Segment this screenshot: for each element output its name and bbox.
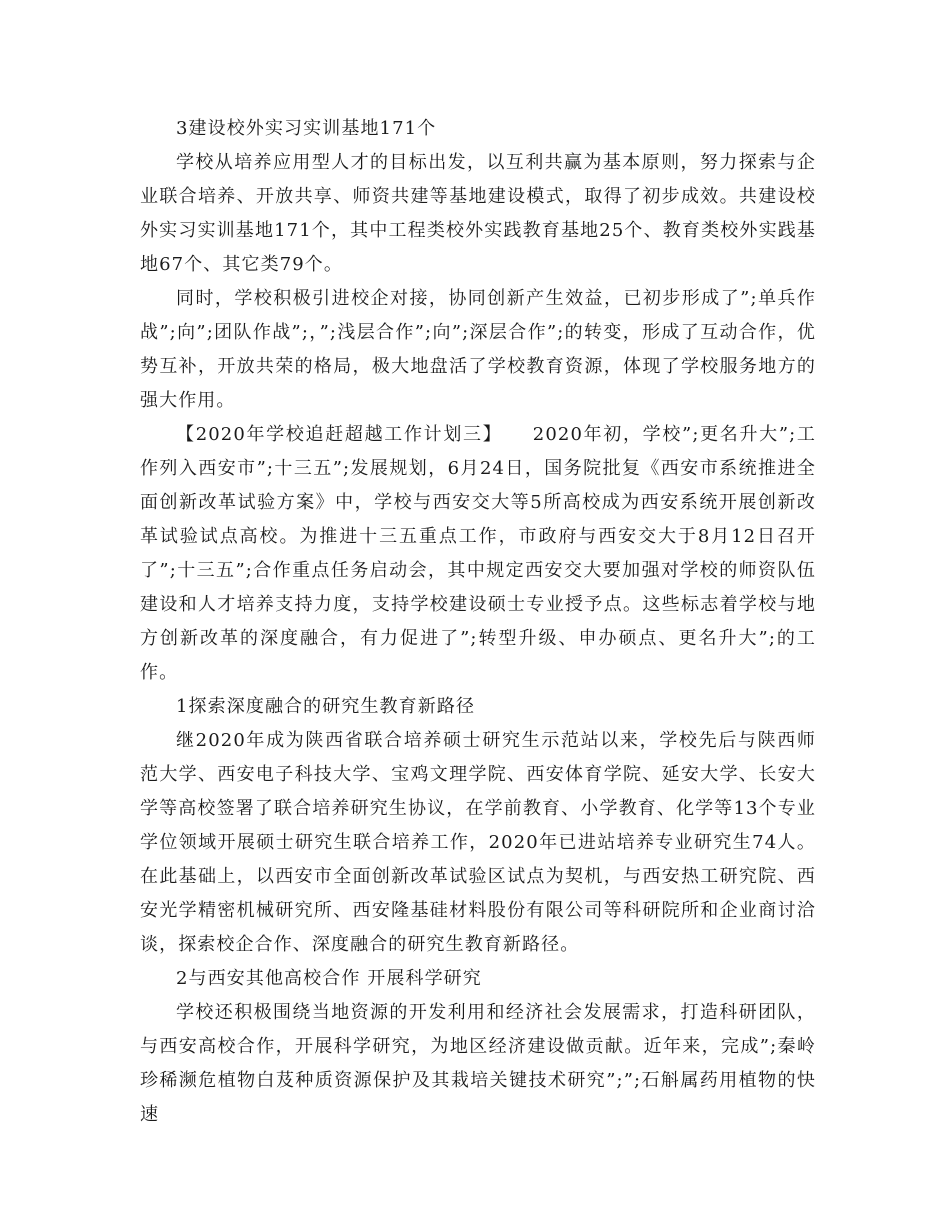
document-body xyxy=(140,112,816,1132)
paragraph-research: 学校还积极围绕当地资源的开发利用和经济社会发展需求，打造科研团队，与西安高校合作，开展科学研究，为地区经济建设做贡献。近年来，完成”;秦岭珍稀濒危植物白芨种质资源保护及其栽培关键技术研究”;”;石斛属药用植物的快速 xyxy=(140,1002,816,1125)
heading-research-cooperation: 2与西安其他高校合作 开展科学研究 xyxy=(176,968,482,989)
paragraph-base-construction: 学校从培养应用型人才的目标出发，以互利共赢为基本原则，努力探索与企业联合培养、开放共享、师资共建等基地建设模式，取得了初步成效。共建设校外实习实训基地171个，其中工程类校外实践教育基地25个、教育类校外实践基地67个、其它类79个。 xyxy=(140,152,816,275)
heading-graduate-education: 1探索深度融合的研究生教育新路径 xyxy=(176,696,476,717)
paragraph-school-enterprise: 同时，学校积极引进校企对接，协同创新产生效益，已初步形成了”;单兵作战”;向”;团队作战”;，”;浅层合作”;向”;深层合作”;的转变，形成了互动合作，优势互补，开放共荣的格局，极大地盘活了学校教育资源，体现了学校服务地方的强大作用。 xyxy=(140,288,816,411)
paragraph-joint-training: 继2020年成为陕西省联合培养硕士研究生示范站以来，学校先后与陕西师范大学、西安电子科技大学、宝鸡文理学院、西安体育学院、延安大学、长安大学等高校签署了联合培养研究生协议，在学前教育、小学教育、化学等13个专业学位领域开展硕士研究生联合培养工作，2020年已进站培养专业研究生74人。在此基础上，以西安市全面创新改革试验区试点为契机，与西安热工研究院、西安光学精密机械研究所、西安隆基硅材料股份有限公司等科研院所和企业商讨洽谈，探索校企合作、深度融合的研究生教育新路径。 xyxy=(140,730,816,955)
paragraph-work-plan-three: 【2020年学校追赶超越工作计划三】 2020年初，学校”;更名升大”;工作列入西安市”;十三五”;发展规划，6月24日，国务院批复《西安市系统推进全面创新改革试验方案》中，学校与西安交大等5所高校成为西安系统开展创新改革试验试点高校。为推进十三五重点工作，市政府与西安交大于8月12日召开了”;十三五”;合作重点任务启动会，其中规定西安交大要加强对学校的师资队伍建设和人才培养支持力度，支持学校建设硕士专业授予点。这些标志着学校与地方创新改革的深度融合，有力促进了”;转型升级、申办硕点、更名升大”;的工作。 xyxy=(140,424,816,683)
heading-offcampus-bases: 3建设校外实习实训基地171个 xyxy=(176,118,437,139)
